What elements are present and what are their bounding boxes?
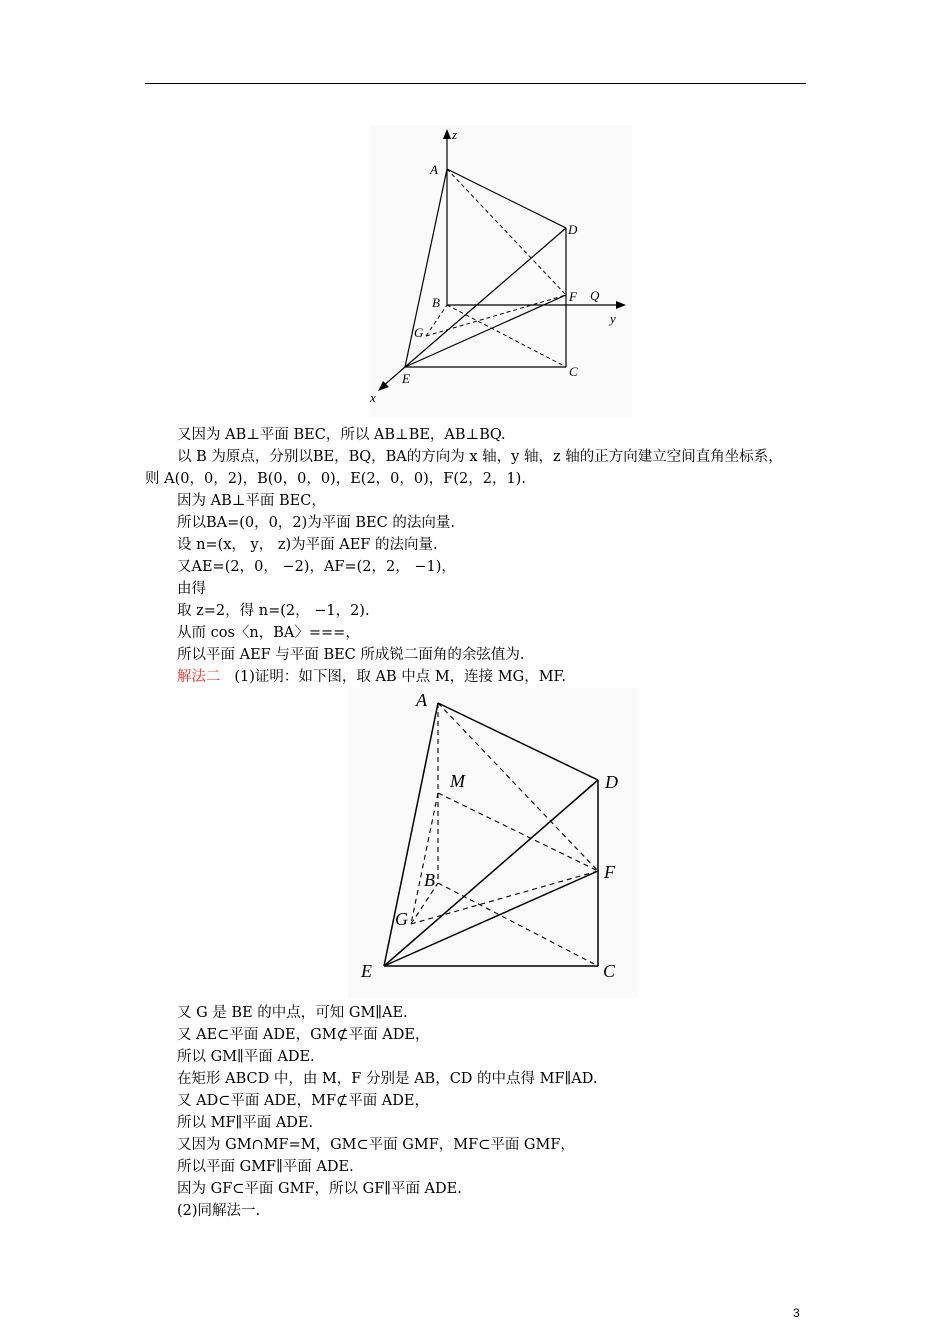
text-line: 因为 AB⊥平面 BEC， [177,493,326,509]
text-line: (2)同解法一. [177,1203,261,1219]
label-A: A [416,690,427,710]
label-G: G [414,325,424,340]
text-line: 以 B 为原点，分别以BE，BQ，BA的方向为 x 轴，y 轴，z 轴的正方向建立空间直角坐标系， [177,449,783,465]
label-z: z [452,127,458,142]
label-F: F [569,289,577,304]
label-D: D [605,772,618,792]
text-line: 所以BA=(0，0，2)为平面 BEC 的法向量. [177,515,455,531]
header-rule [145,83,806,84]
label-C: C [569,364,578,379]
label-A: A [430,162,438,177]
method-two-line [145,667,847,688]
figure-2-svg [348,688,638,998]
figure-coordinate-system [370,125,632,417]
text-line: 又 AD⊂平面 ADE，MF⊄平面 ADE， [177,1093,429,1109]
z-axis-arrow [443,129,451,139]
text-line: 所以平面 GMF∥平面 ADE. [177,1159,354,1175]
text-line: 设 n=(x， y， z)为平面 AEF 的法向量. [177,537,438,553]
text-line: 因为 GF⊂平面 GMF，所以 GF∥平面 ADE. [177,1181,462,1197]
label-Q: Q [590,288,600,303]
label-D: D [568,222,578,237]
text-line: 又 AE⊂平面 ADE，GM⊄平面 ADE， [177,1027,430,1043]
text-line: 所以平面 AEF 与平面 BEC 所成锐二面角的余弦值为. [177,647,525,663]
method-two-label: 解法二 [177,669,221,685]
text-line: 所以 MF∥平面 ADE. [177,1115,314,1131]
text-line: 又因为 GM∩MF=M，GM⊂平面 GMF，MF⊂平面 GMF， [177,1137,575,1153]
label-B: B [424,870,435,890]
text-line: 由得 [177,581,206,597]
text-line: 又AE=(2，0， −2)，AF=(2，2， −1)， [177,559,456,575]
page-number: 3 [793,1306,800,1320]
text-line: 所以 GM∥平面 ADE. [177,1049,315,1065]
text-line: 从而 cos〈n，BA〉===， [177,625,360,641]
label-G: G [395,909,408,929]
label-B: B [432,295,440,310]
label-E: E [361,961,372,981]
text-line: 又因为 AB⊥平面 BEC，所以 AB⊥BE，AB⊥BQ. [177,427,506,443]
label-C: C [603,961,616,981]
label-F: F [604,862,615,882]
text-line: 又 G 是 BE 的中点，可知 GM∥AE. [177,1005,408,1021]
y-axis-arrow [616,301,626,309]
figure-1-svg [370,125,632,417]
figure-solid [348,688,638,998]
text-line: 在矩形 ABCD 中，由 M，F 分别是 AB，CD 的中点得 MF∥AD. [177,1071,598,1087]
label-x: x [370,390,376,405]
label-M: M [450,771,465,791]
method-two-text: (1)证明：如下图，取 AB 中点 M，连接 MG，MF. [234,669,566,685]
text-line: 取 z=2，得 n=(2， −1，2). [177,603,370,619]
text-line: 则 A(0，0，2)，B(0，0，0)，E(2，0，0)，F(2，2，1). [145,471,526,487]
label-E: E [402,371,410,386]
label-y: y [610,311,616,326]
